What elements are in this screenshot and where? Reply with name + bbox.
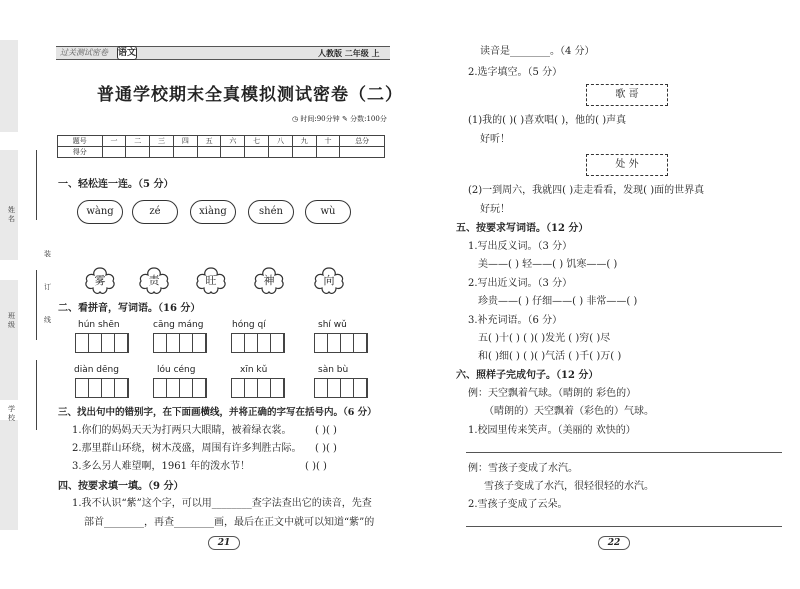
char-flower-text: 神 (263, 274, 275, 287)
writing-grid[interactable] (231, 333, 285, 353)
r-s5-1-items[interactable]: 美——( ) 轻——( ) 饥寒——( ) (478, 259, 618, 270)
r-q2a-line2: 好听！ (480, 134, 510, 145)
gutter-mark-3: 线 (44, 316, 51, 324)
score-cell: 七 (245, 136, 269, 147)
exam-score-text: 分数:100分 (350, 115, 387, 123)
score-input[interactable] (197, 147, 221, 158)
gutter-school-label: 学校 (8, 405, 15, 422)
pinyin-prompt: hóng qí (232, 320, 266, 330)
s4-line-2: 部首________，再查________画，最后在正文中就可以知道“紫”的 (84, 517, 375, 528)
score-input[interactable] (316, 147, 340, 158)
s3-answer-blank[interactable]: ( )( ) (305, 461, 327, 472)
pinyin-prompt: hún shēn (78, 320, 120, 330)
gutter-name-label: 姓名 (8, 206, 15, 223)
binding-gutter (0, 0, 50, 589)
r-s5-2: 2.写出近义词。（3 分） (468, 278, 573, 289)
score-input[interactable] (292, 147, 316, 158)
r-ex2: 例：雪孩子变成了水汽。 (468, 463, 578, 474)
score-cell: 得分 (58, 147, 103, 158)
score-cell: 二 (126, 136, 150, 147)
r-q6-2: 2.雪孩子变成了云朵。 (468, 499, 568, 510)
s3-item: 3.多么另人难望啊，1961 年的泼水节！ (72, 461, 251, 472)
score-table (57, 135, 385, 158)
r-s5-1: 1.写出反义词。（3 分） (468, 241, 573, 252)
r-line-top: 读音是________。（4 分） (480, 46, 595, 57)
writing-grid[interactable] (75, 333, 129, 353)
pinyin-cloud[interactable]: wù (305, 200, 351, 224)
char-flower[interactable] (194, 266, 228, 296)
score-cell: 一 (102, 136, 126, 147)
exam-title: 普通学校期末全真模拟测试密卷（二） (97, 85, 403, 105)
choice-box-1: 歌 哥 (586, 84, 668, 106)
writing-grid[interactable] (231, 378, 285, 398)
pinyin-cloud[interactable]: zé (132, 200, 178, 224)
exam-score (342, 114, 387, 124)
writing-grid[interactable] (75, 378, 129, 398)
score-cell: 五 (197, 136, 221, 147)
gutter-mark-2: 订 (44, 283, 51, 291)
score-cell: 九 (292, 136, 316, 147)
score-input[interactable] (102, 147, 126, 158)
page-number-right: 22 (598, 536, 630, 550)
char-flower[interactable] (83, 266, 117, 296)
score-cell: 十 (316, 136, 340, 147)
clock-icon: ◷ (292, 115, 299, 123)
score-cell: 题号 (58, 136, 103, 147)
s3-item: 1.你们的妈妈天天为打两只大眼睛，被着绿衣裳。 (72, 425, 292, 436)
exam-time-text: 时间:90分钟 (300, 115, 340, 123)
char-flower-text: 旺 (205, 274, 217, 287)
s4-line-1: 1.我不认识“紫”这个字，可以用________查字法查出它的读音，先查 (72, 498, 372, 509)
series-badge: 过关测试密卷 (60, 48, 108, 57)
pinyin-prompt: xīn kǔ (240, 365, 268, 375)
score-input[interactable] (126, 147, 150, 158)
choice-box-2: 处 外 (586, 154, 668, 176)
writing-grid[interactable] (314, 333, 368, 353)
char-flower-text: 雾 (94, 274, 106, 287)
char-flower-text: 向 (323, 274, 335, 287)
char-flower-text: 责 (148, 274, 160, 287)
score-table-score-row (58, 147, 385, 158)
pinyin-cloud[interactable]: wàng (77, 200, 123, 224)
pinyin-prompt: cāng máng (153, 320, 204, 330)
score-input[interactable] (340, 147, 385, 158)
edition-label: 人教版 二年级 上 (318, 48, 380, 58)
section-1-heading: 一、轻松连一连。（5 分） (58, 179, 174, 190)
writing-grid[interactable] (153, 378, 207, 398)
page-number-left: 21 (208, 536, 240, 550)
score-input[interactable] (269, 147, 293, 158)
section-5-heading: 五、按要求写词语。（12 分） (456, 223, 589, 234)
subject-badge: 语文 (118, 48, 137, 58)
pinyin-prompt: diàn dēng (74, 365, 119, 375)
pinyin-prompt: shí wǔ (318, 320, 347, 330)
r-ex1b: （晴朗的）天空飘着（彩色的）气球。 (484, 406, 654, 417)
gutter-class-label: 班级 (8, 312, 15, 329)
score-cell: 总分 (340, 136, 385, 147)
r-s5-2-items[interactable]: 珍贵——( ) 仔细——( ) 非常——( ) (478, 296, 638, 307)
char-flower[interactable] (312, 266, 346, 296)
char-flower[interactable] (137, 266, 171, 296)
score-cell: 三 (150, 136, 174, 147)
section-6-heading: 六、照样子完成句子。（12 分） (456, 370, 599, 381)
s3-answer-blank[interactable]: ( )( ) (315, 425, 337, 436)
score-cell: 八 (269, 136, 293, 147)
pinyin-cloud[interactable]: shén (248, 200, 294, 224)
r-q2a-line1: (1)我的( )( )喜欢唱( )，他的( )声真 (468, 115, 627, 126)
exam-time (292, 114, 340, 124)
char-flower[interactable] (252, 266, 286, 296)
score-table-header-row (58, 136, 385, 147)
pinyin-prompt: lóu céng (157, 365, 196, 375)
r-q2: 2.选字填空。（5 分） (468, 67, 563, 78)
section-4-heading: 四、按要求填一填。（9 分） (58, 481, 184, 492)
answer-line[interactable] (466, 452, 782, 453)
r-ex2b: 雪孩子变成了水汽，很轻很轻的水汽。 (484, 481, 654, 492)
gutter-mark-1: 装 (44, 250, 51, 258)
section-3-heading: 三、找出句中的错别字，在下面画横线，并将正确的字写在括号内。（6 分） (58, 407, 377, 418)
pinyin-cloud[interactable]: xiàng (190, 200, 236, 224)
score-input[interactable] (150, 147, 174, 158)
score-input[interactable] (173, 147, 197, 158)
pen-icon: ✎ (342, 115, 348, 123)
score-input[interactable] (221, 147, 245, 158)
writing-grid[interactable] (314, 378, 368, 398)
r-q6-1: 1.校园里传来笑声。（美丽的 欢快的） (468, 425, 636, 436)
r-s5-3-row1[interactable]: 五( )十( ) ( )( )发光 ( )穷( )尽 (478, 333, 611, 344)
section-2-heading: 二、看拼音，写词语。（16 分） (58, 303, 201, 314)
r-s5-3: 3.补充词语。（6 分） (468, 315, 563, 326)
right-page (420, 0, 800, 589)
r-q2b-line2: 好玩！ (480, 204, 510, 215)
r-s5-3-row2[interactable]: 和( )细( ) ( )( )气活 ( )千( )万( ) (478, 351, 622, 362)
score-cell: 六 (221, 136, 245, 147)
answer-line[interactable] (466, 526, 782, 527)
r-q2b-line1: (2)一到周六，我就四( )走走看看，发现( )面的世界真 (468, 185, 705, 196)
s3-item: 2.那里群山环绕，树木茂盛，周围有许多判胜古际。 (72, 443, 302, 454)
r-ex1: 例：天空飘着气球。（晴朗的 彩色的） (468, 388, 637, 399)
score-cell: 四 (173, 136, 197, 147)
s3-answer-blank[interactable]: ( )( ) (315, 443, 337, 454)
score-input[interactable] (245, 147, 269, 158)
pinyin-prompt: sàn bù (318, 365, 349, 375)
writing-grid[interactable] (153, 333, 207, 353)
